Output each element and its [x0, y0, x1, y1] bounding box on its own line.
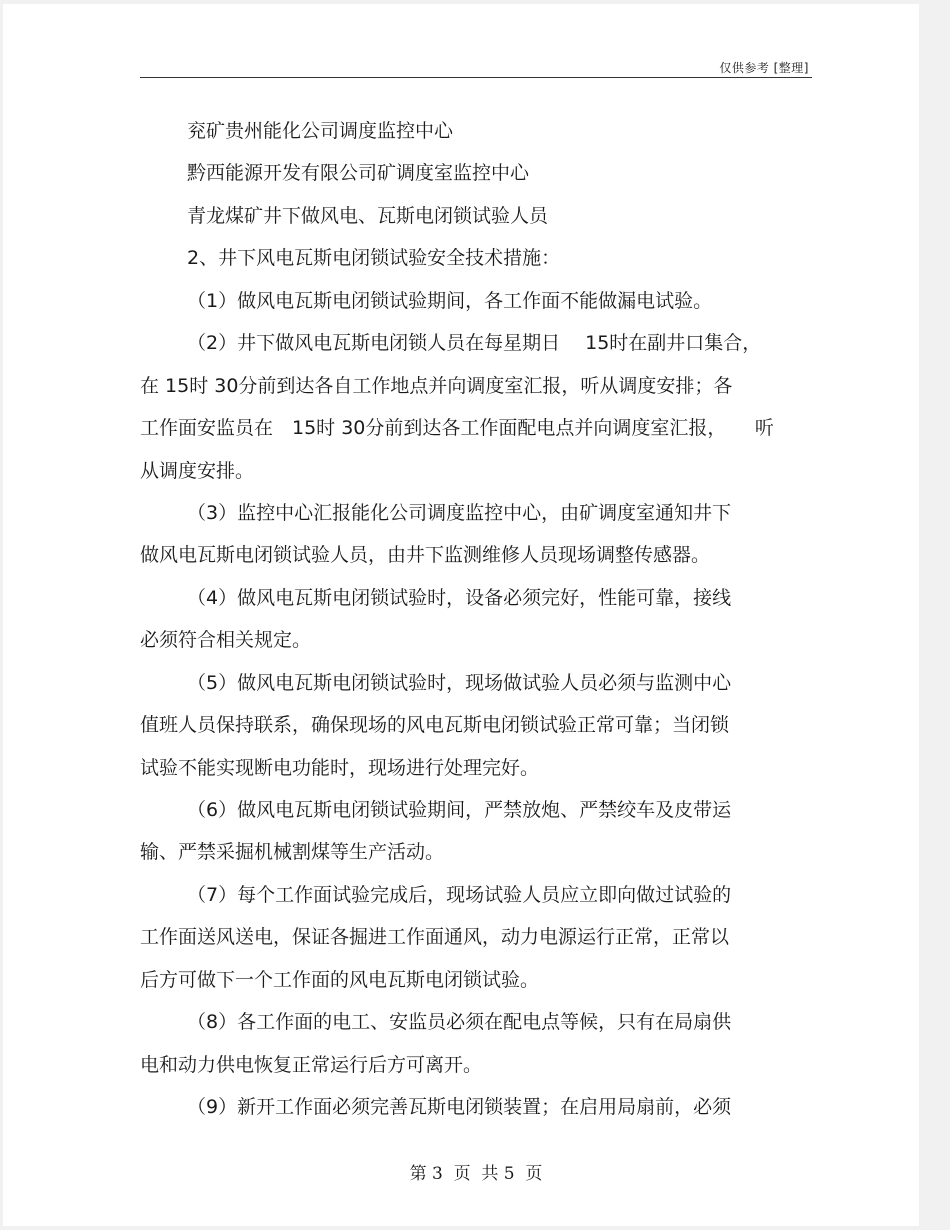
text-line: （6）做风电瓦斯电闭锁试验期间，严禁放炮、严禁绞车及皮带运 — [187, 799, 732, 821]
text-line: 青龙煤矿井下做风电、瓦斯电闭锁试验人员 — [187, 205, 549, 227]
text-line: 值班人员保持联系，确保现场的风电瓦斯电闭锁试验正常可靠；当闭锁 — [140, 714, 730, 736]
text-line: 黔西能源开发有限公司矿调度室监控中心 — [187, 162, 530, 184]
text-line: （9）新开工作面必须完善瓦斯电闭锁装置；在启用局扇前，必须 — [187, 1096, 732, 1118]
text-line: （2）井下做风电瓦斯电闭锁人员在每星期日 15时在副井口集合， — [187, 332, 762, 354]
page-number: 第 3 页 共 5 页 — [409, 1164, 543, 1184]
text-line: 在 15时 30分前到达各自工作地点并向调度室汇报，听从调度安排；各 — [140, 375, 733, 397]
text-line: （7）每个工作面试验完成后，现场试验人员应立即向做过试验的 — [187, 884, 732, 906]
text-line: （3）监控中心汇报能化公司调度监控中心，由矿调度室通知井下 — [187, 502, 732, 524]
text-line: 工作面安监员在 15时 30分前到达各工作面配电点并向调度室汇报， 听 — [140, 417, 774, 439]
text-line: （4）做风电瓦斯电闭锁试验时，设备必须完好，性能可靠，接线 — [187, 587, 732, 609]
header-divider — [140, 77, 812, 78]
text-line: 输、严禁采掘机械割煤等生产活动。 — [140, 841, 445, 863]
text-line: 从调度安排。 — [140, 460, 255, 482]
text-line: （5）做风电瓦斯电闭锁试验时，现场做试验人员必须与监测中心 — [187, 672, 732, 694]
text-line: 兖矿贵州能化公司调度监控中心 — [187, 120, 454, 142]
text-line: 必须符合相关规定。 — [140, 629, 312, 651]
text-line: 2、井下风电瓦斯电闭锁试验安全技术措施： — [187, 247, 561, 269]
text-line: （1）做风电瓦斯电闭锁试验期间，各工作面不能做漏电试验。 — [187, 290, 713, 312]
header-label: 仅供参考 [整理] — [719, 61, 809, 75]
text-line: 工作面送风送电，保证各掘进工作面通风，动力电源运行正常，正常以 — [140, 926, 730, 948]
text-line: 后方可做下一个工作面的风电瓦斯电闭锁试验。 — [140, 969, 540, 991]
text-line: 试验不能实现断电功能时，现场进行处理完好。 — [140, 757, 540, 779]
text-line: 做风电瓦斯电闭锁试验人员，由井下监测维修人员现场调整传感器。 — [140, 544, 711, 566]
text-line: （8）各工作面的电工、安监员必须在配电点等候，只有在局扇供 — [187, 1011, 732, 1033]
document-page — [3, 4, 919, 1226]
text-line: 电和动力供电恢复正常运行后方可离开。 — [140, 1054, 483, 1076]
